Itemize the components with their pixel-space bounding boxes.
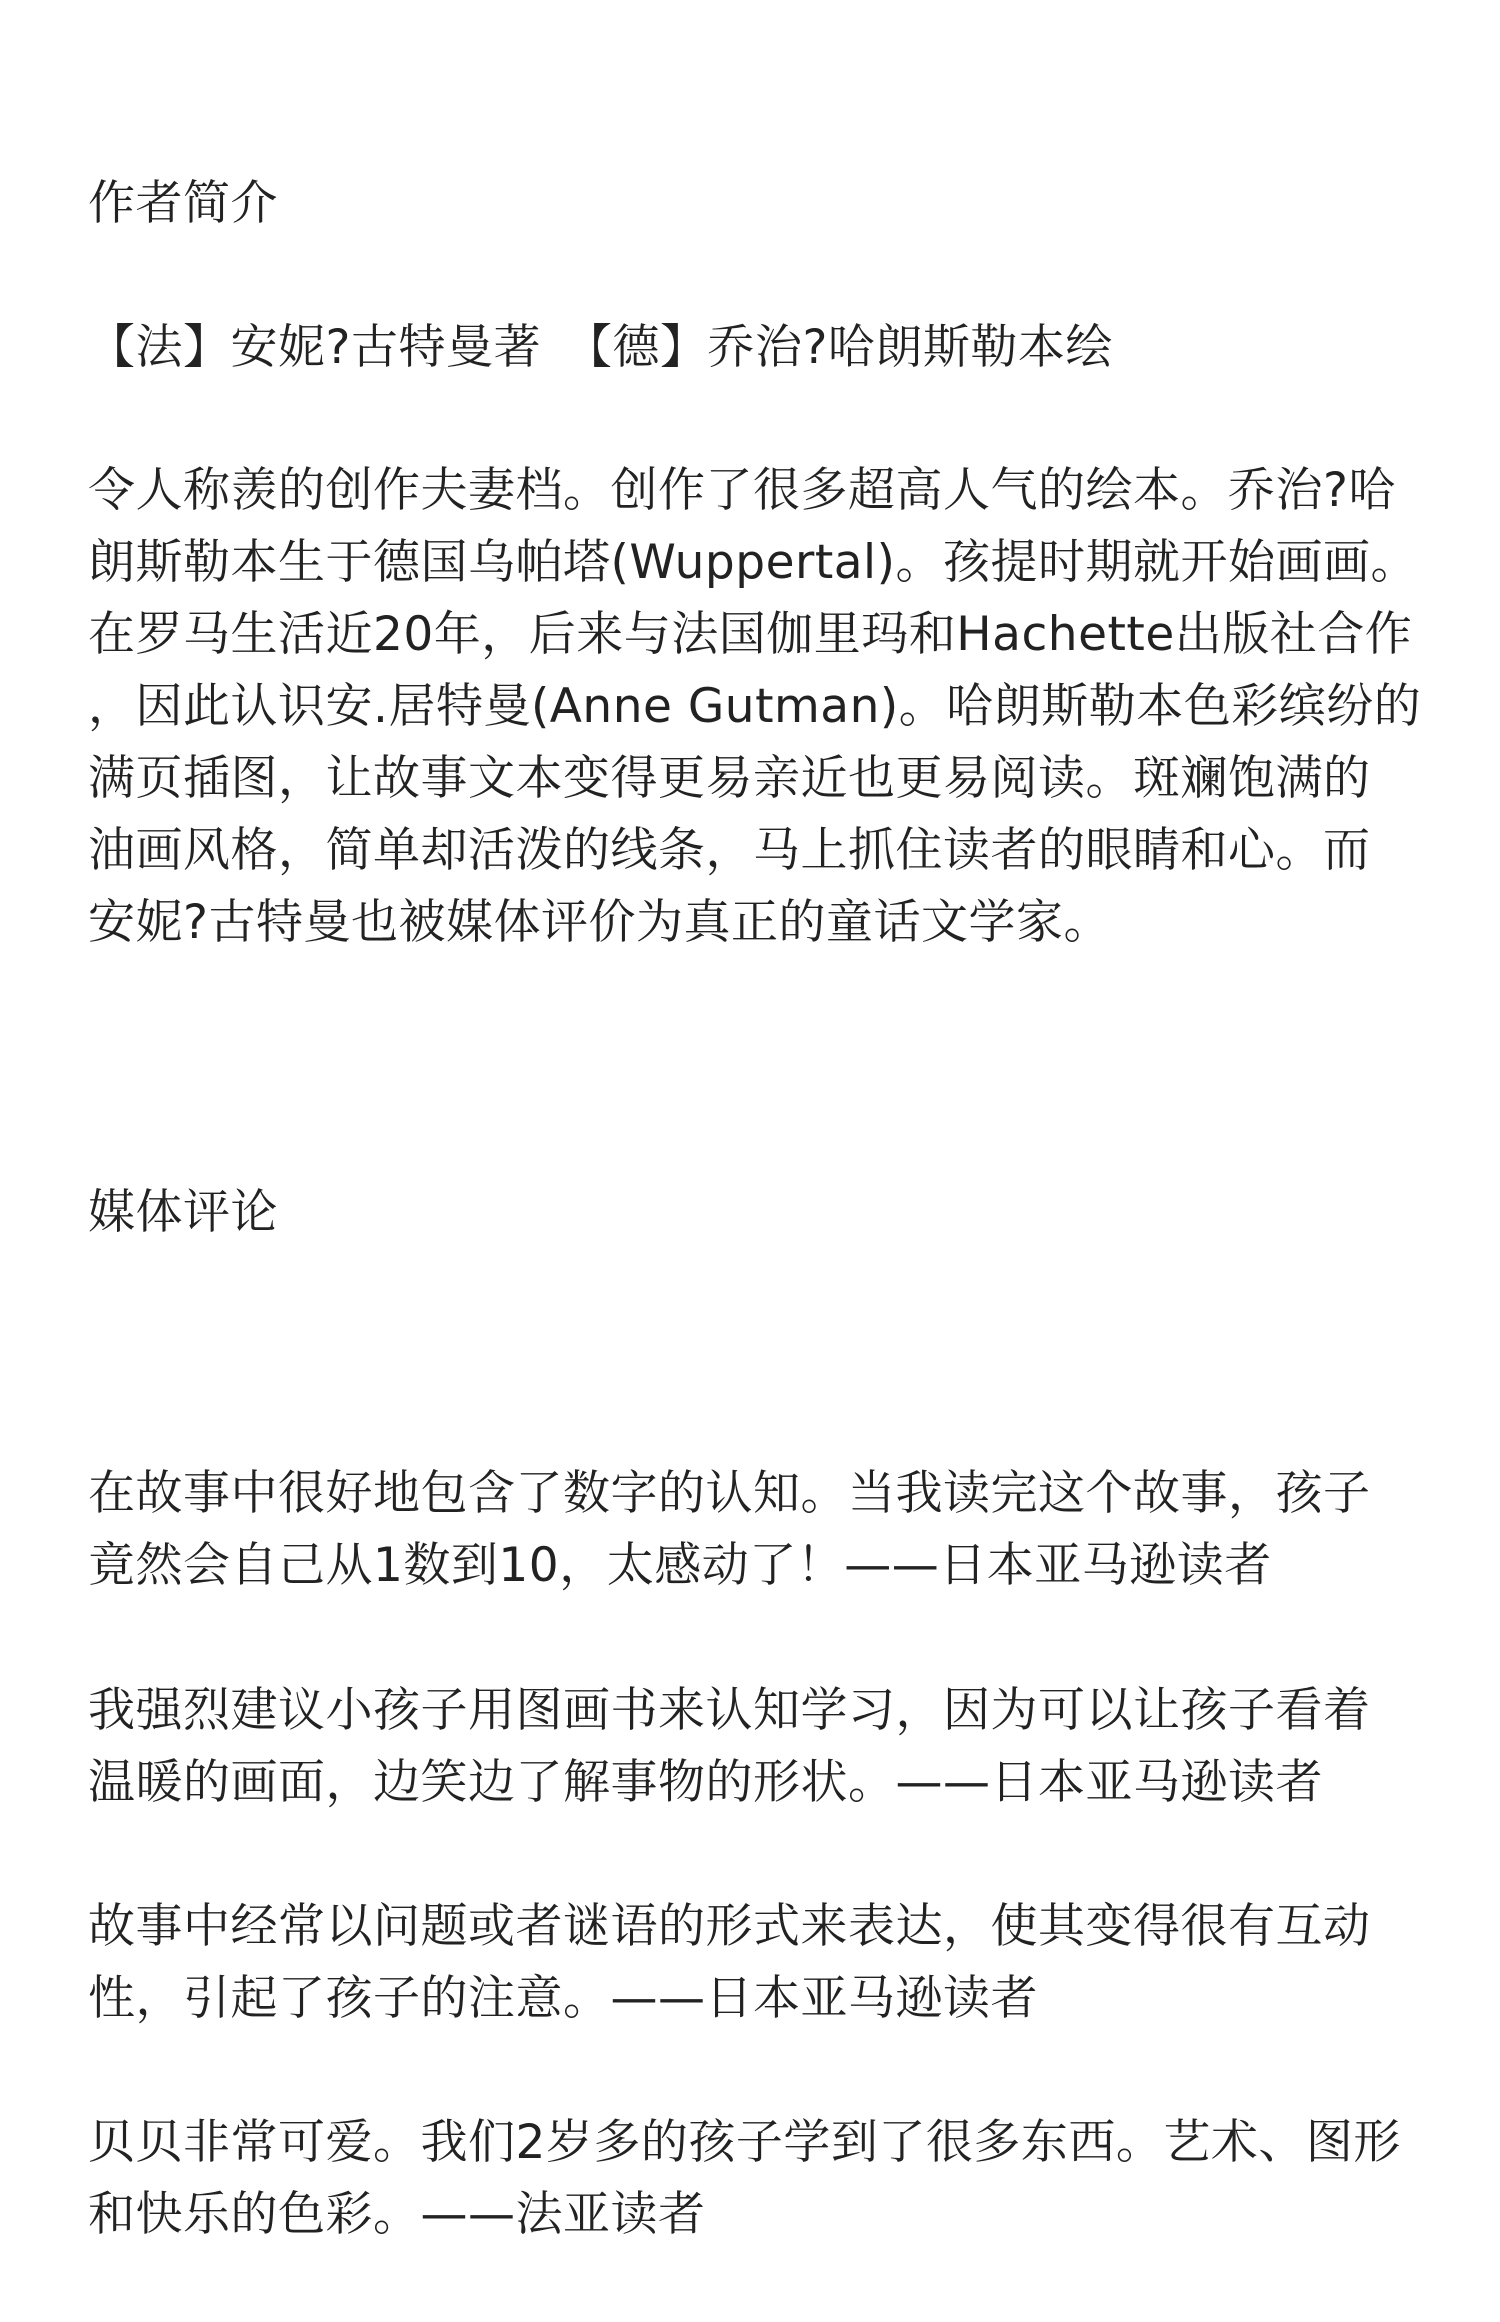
bio-line: ，因此认识安.居特曼(Anne Gutman)。哈朗斯勒本色彩缤纷的 <box>88 679 1422 734</box>
bio-line: 油画风格，简单却活泼的线条，马上抓住读者的眼睛和心。而 <box>88 823 1371 878</box>
review-line: 我强烈建议小孩子用图画书来认知学习，因为可以让孩子看着 <box>88 1683 1371 1738</box>
bio-line: 满页插图，让故事文本变得更易亲近也更易阅读。斑斓饱满的 <box>88 751 1371 806</box>
bio-line: 安妮?古特曼也被媒体评价为真正的童话文学家。 <box>88 895 1111 950</box>
bio-line: 在罗马生活近20年，后来与法国伽里玛和Hachette出版社合作 <box>88 607 1413 662</box>
bio-line: 朗斯勒本生于德国乌帕塔(Wuppertal)。孩提时期就开始画画。 <box>88 535 1418 590</box>
review-line: 性，引起了孩子的注意。——日本亚马逊读者 <box>88 1971 1038 2026</box>
review-line: 竟然会自己从1数到10，太感动了！——日本亚马逊读者 <box>88 1538 1272 1593</box>
review-line: 和快乐的色彩。——法亚读者 <box>88 2187 706 2242</box>
review-line: 温暖的画面，边笑边了解事物的形状。——日本亚马逊读者 <box>88 1755 1323 1810</box>
bio-line: 令人称羡的创作夫妻档。创作了很多超高人气的绘本。乔治?哈 <box>88 463 1396 518</box>
review-line: 贝贝非常可爱。我们2岁多的孩子学到了很多东西。艺术、图形 <box>88 2115 1401 2170</box>
authors-credit-line: 【法】安妮?古特曼著 【德】乔治?哈朗斯勒本绘 <box>88 320 1113 375</box>
section-heading-author-intro: 作者简介 <box>88 176 278 231</box>
review-line: 故事中经常以问题或者谜语的形式来表达，使其变得很有互动 <box>88 1899 1371 1954</box>
review-line: 在故事中很好地包含了数字的认知。当我读完这个故事，孩子 <box>88 1466 1371 1521</box>
section-heading-media-reviews: 媒体评论 <box>88 1185 278 1240</box>
